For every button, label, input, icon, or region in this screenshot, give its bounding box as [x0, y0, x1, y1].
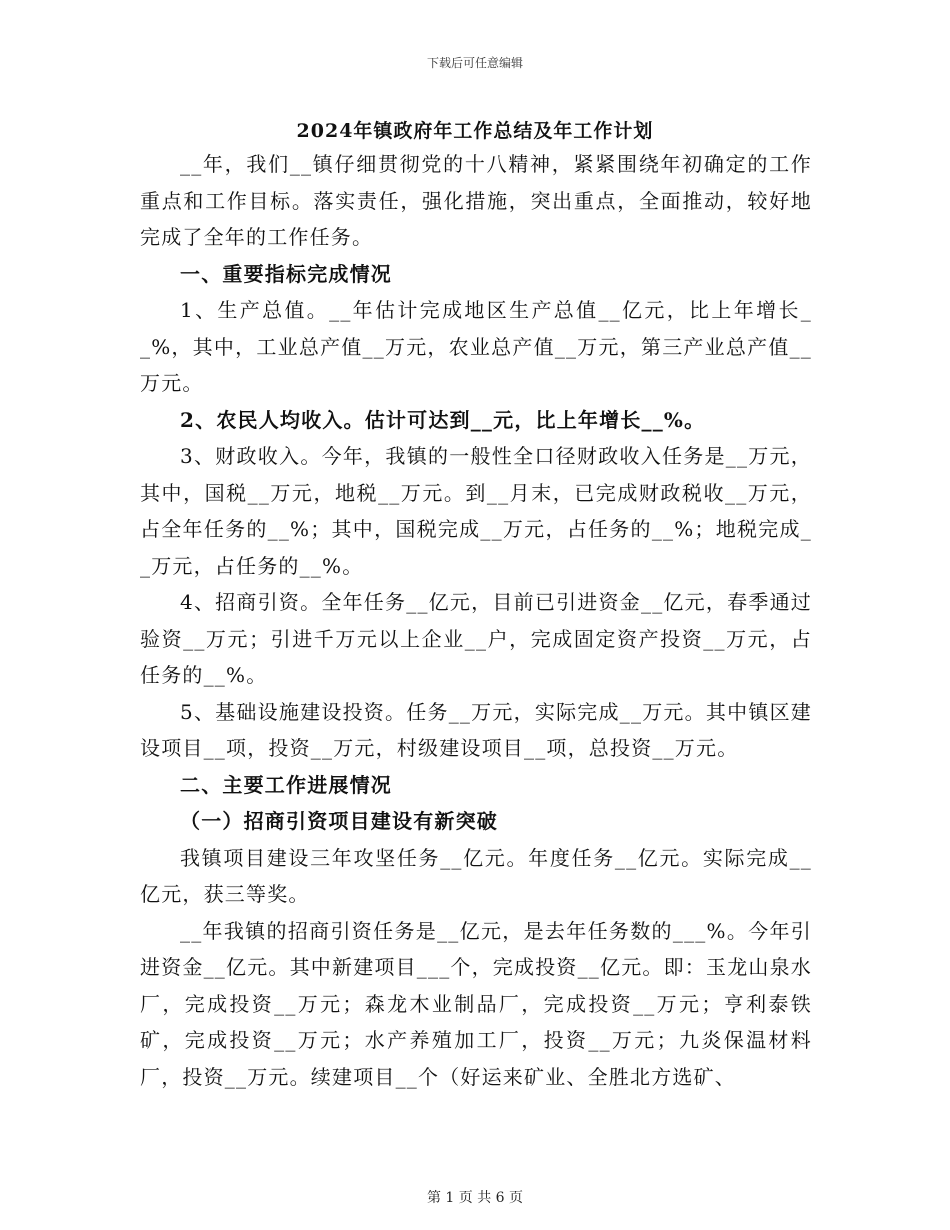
header-note: 下载后可任意编辑 — [426, 56, 523, 70]
paragraph-income: 2、农民人均收入。估计可达到__元，比上年增长__%。 — [180, 407, 706, 432]
paragraph-fiscal: 3、财政收入。今年，我镇的一般性全口径财政收入任务是__万元，其中，国税__万元，地税__万元。到__月末，已完成财政税收__万元，占全年任务的__%；其中，国税完成__万元，占任务的__%；地税完成__万元，占任务的__%。 — [140, 444, 812, 578]
document-body — [140, 146, 812, 1095]
paragraph-investment: 4、招商引资。全年任务__亿元，目前已引进资金__亿元，春季通过验资__万元；引进千万元以上企业__户，完成固定资产投资__万元，占任务的__%。 — [140, 590, 812, 687]
paragraph-projects: 我镇项目建设三年攻坚任务__亿元。年度任务__亿元。实际完成__亿元，获三等奖。 — [140, 845, 812, 906]
subsection-heading-1: （一）招商引资项目建设有新突破 — [180, 809, 498, 833]
section-heading-2: 二、主要工作进展情况 — [180, 772, 392, 797]
paragraph-infrastructure: 5、基础设施建设投资。任务__万元，实际完成__万元。其中镇区建设项目__项，投资__万元，村级建设项目__项，总投资__万元。 — [140, 699, 812, 760]
section-heading-1: 一、重要指标完成情况 — [180, 261, 392, 286]
document-title: 2024年镇政府年工作总结及年工作计划 — [296, 120, 654, 142]
paragraph-gdp: 1、生产总值。__年估计完成地区生产总值__亿元，比上年增长__%，其中，工业总产值__万元，农业总产值__万元，第三产业总产值__万元。 — [140, 298, 812, 395]
paragraph-attraction: __年我镇的招商引资任务是__亿元，是去年任务数的___%。今年引进资金__亿元。其中新建项目___个，完成投资__亿元。即：玉龙山泉水厂，完成投资__万元；森龙木业制品厂，完成投资__万元；亨利泰铁矿，完成投资__万元；水产养殖加工厂，投资__万元；九炎保温材料厂，投资__万元。续建项目__个（好运来矿业、全胜北方选矿、 — [140, 918, 812, 1089]
paragraph-intro: __年，我们__镇仔细贯彻党的十八精神，紧紧围绕年初确定的工作重点和工作目标。落实责任，强化措施，突出重点，全面推动，较好地完成了全年的工作任务。 — [140, 152, 812, 249]
page-number: 第 1 页 共 6 页 — [426, 1190, 524, 1206]
